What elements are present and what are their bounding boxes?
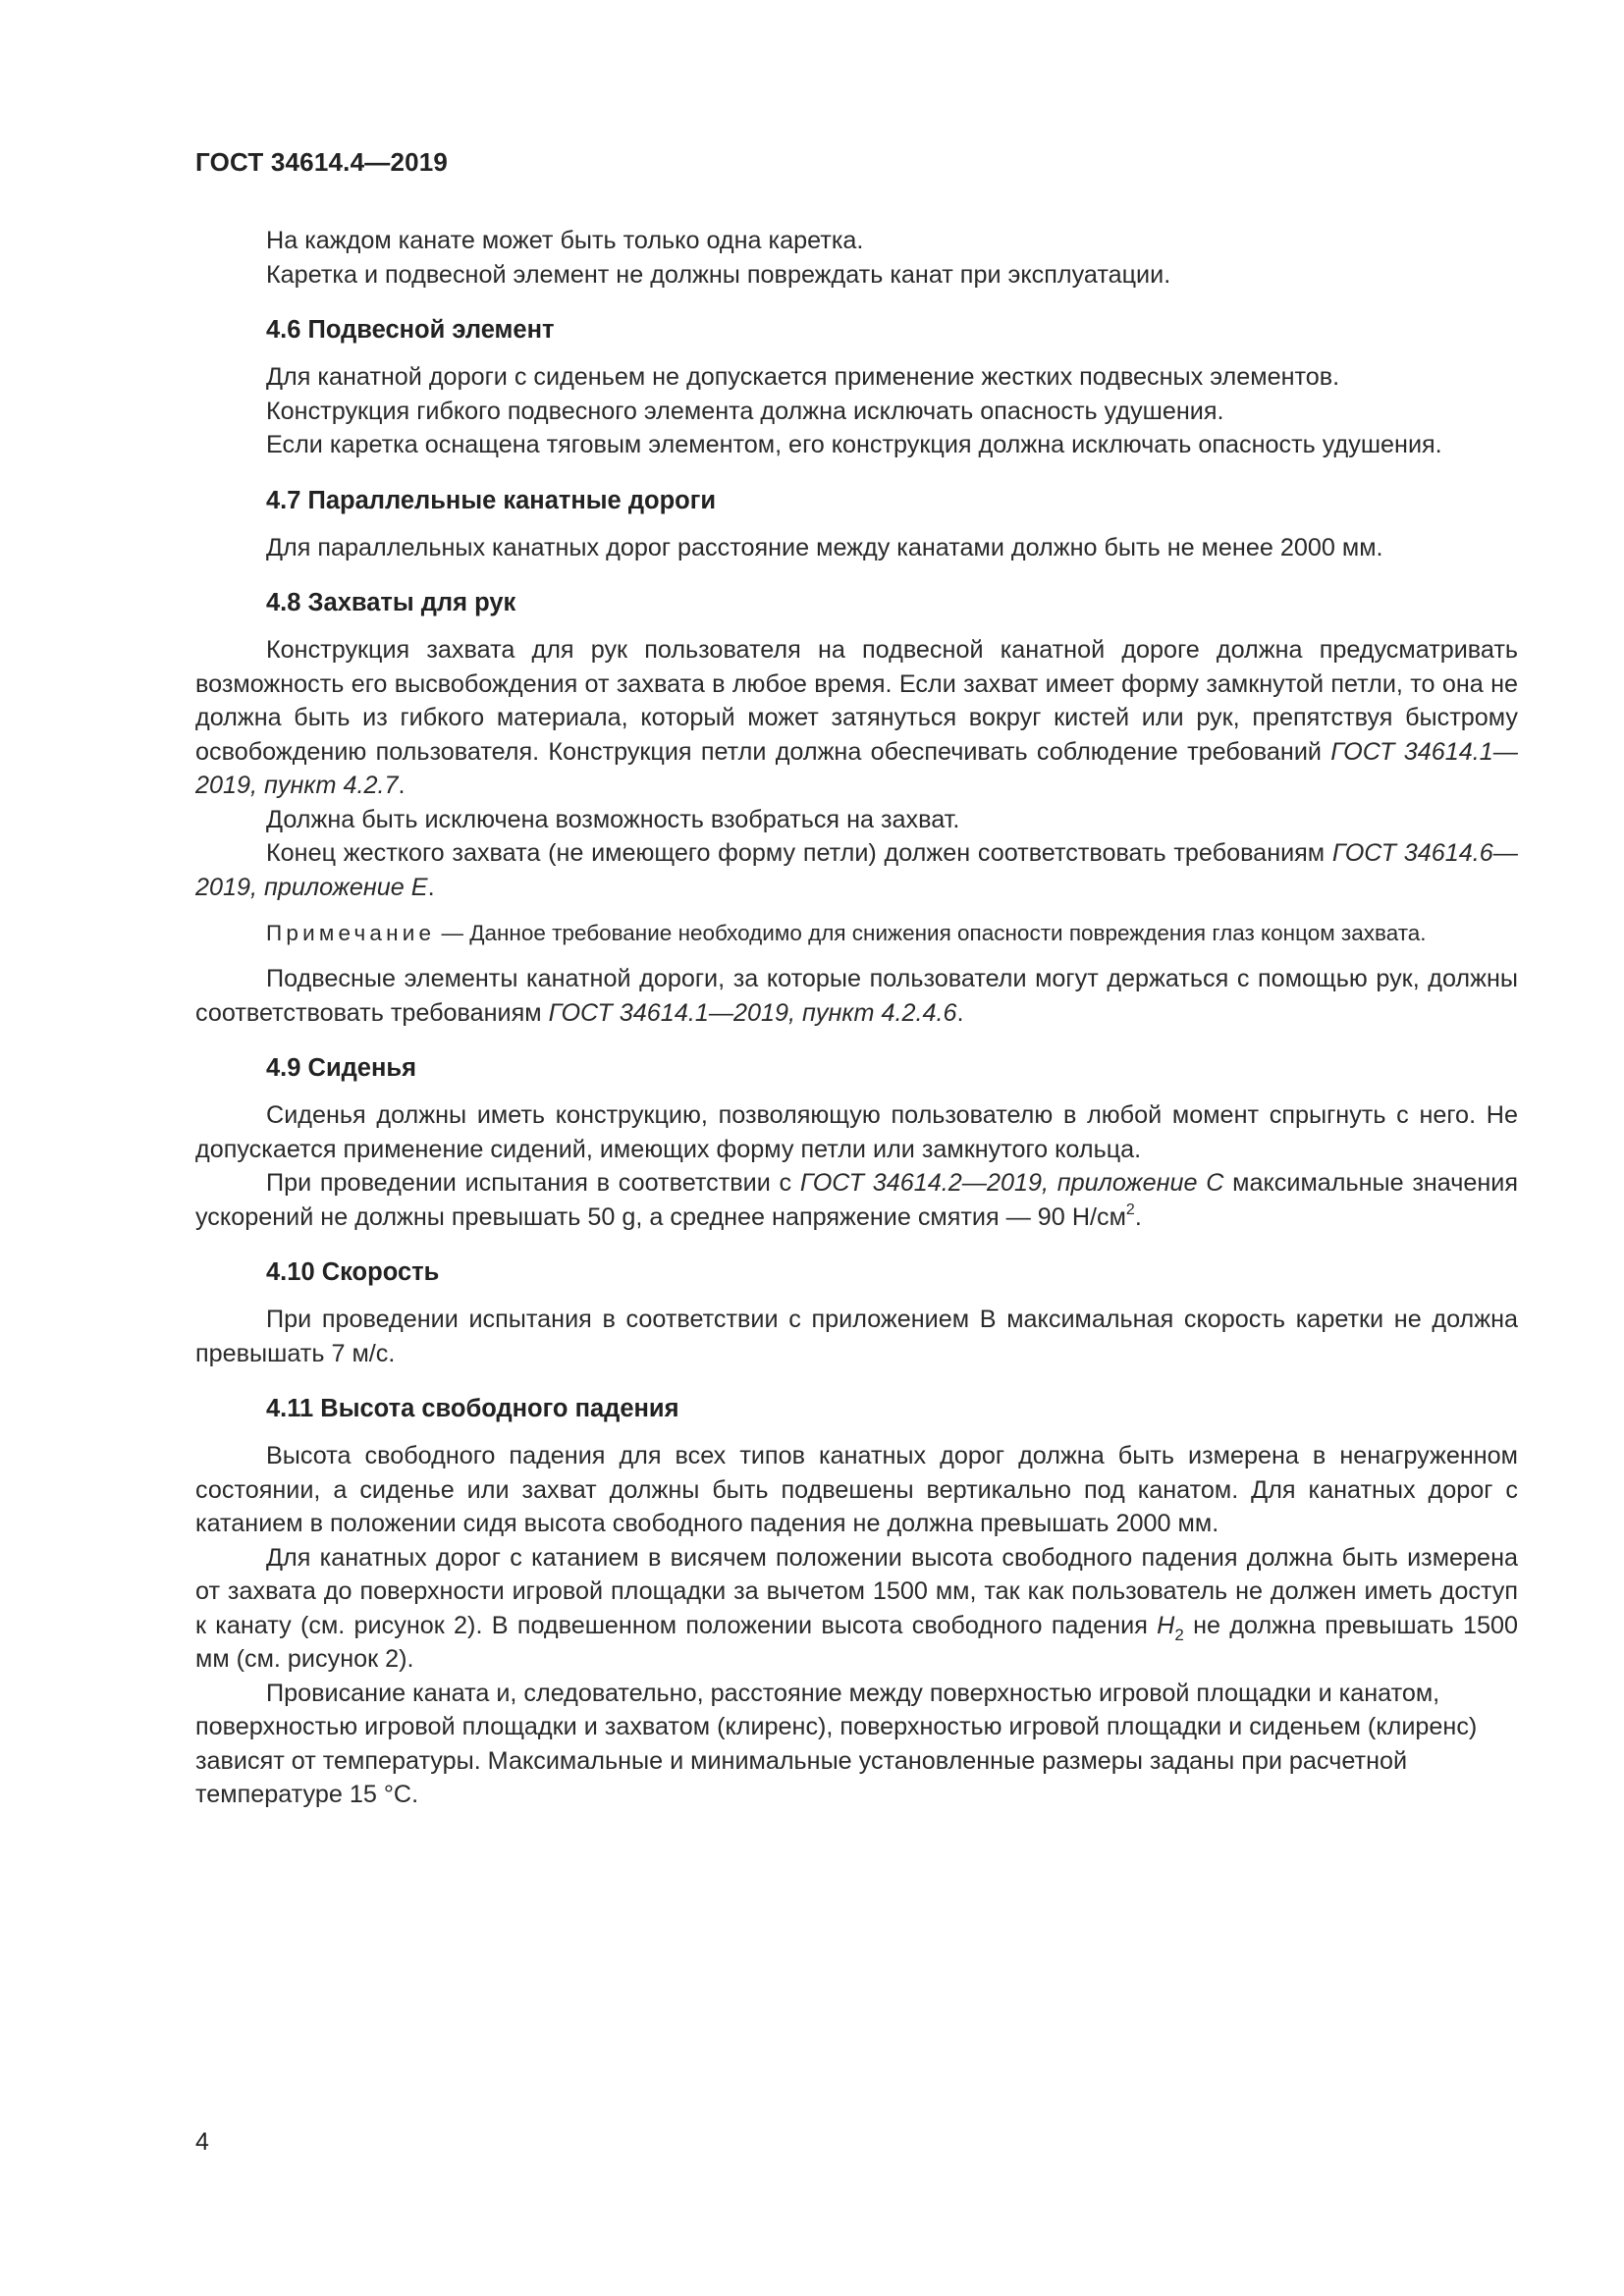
standard-reference: ГОСТ 34614.1—2019, пункт 4.2.4.6 <box>548 998 957 1027</box>
page-number: 4 <box>195 2128 209 2156</box>
paragraph: Конструкция гибкого подвесного элемента должна исключать опасность удушения. <box>266 397 1224 425</box>
paragraph <box>195 836 1518 904</box>
paragraph: При проведении испытания в соответствии с приложением В максимальная скорость каретки не должна превышать 7 м/с. <box>195 1306 1518 1367</box>
paragraph-text: При проведении испытания в соответствии с <box>266 1169 800 1197</box>
section-heading-4-7: 4.7 Параллельные канатные дороги <box>266 486 717 514</box>
note-label: Примечание <box>266 921 436 945</box>
paragraph-text: Конец жесткого захвата (не имеющего форму петли) должен соответствовать требованиям <box>266 839 1332 867</box>
paragraph: Если каретка оснащена тяговым элементом, его конструкция должна исключать опасность удушения. <box>266 431 1442 458</box>
punctuation: . <box>1134 1202 1142 1231</box>
paragraph-text: Подвесные элементы канатной дороги, за которые пользователи могут держаться с помощью рук, должны соответствовать требованиям <box>195 965 1518 1027</box>
section-heading-4-8: 4.8 Захваты для рук <box>266 589 516 616</box>
paragraph-text: Конструкция захвата для рук пользователя на подвесной канатной дороге должна предусматривать возможность его высвобождения от захвата в любое время. Если захват имеет форму замкнутой петли, то она не должна быть из гибкого материала, который может затянуться вокруг кистей или рук, препятствуя быстрому освобождению пользователя. Конструкция петли должна обеспечивать соблюдение требований <box>195 636 1518 766</box>
variable-h: H <box>1157 1611 1175 1639</box>
paragraph: Для параллельных канатных дорог расстояние между канатами должно быть не менее 2000 мм. <box>266 533 1383 561</box>
note-text: — Данное требование необходимо для снижения опасности повреждения глаз концом захвата. <box>435 921 1427 945</box>
standard-reference: ГОСТ 34614.6—2019, приложение Е <box>195 839 1518 901</box>
paragraph: Провисание каната и, следовательно, расстояние между поверхностью игровой площадки и канатом, поверхностью игровой площадки и захватом (клиренс), поверхностью игровой площадки и сиденьем (клиренс) зависят от температуры. Максимальные и минимальные установленные размеры заданы при расчетной температуре 15 °С. <box>195 1679 1478 1808</box>
punctuation: . <box>398 772 406 799</box>
note <box>195 918 1518 948</box>
paragraph <box>195 962 1518 1030</box>
section-heading-4-11: 4.11 Высота свободного падения <box>266 1395 679 1422</box>
punctuation: . <box>427 873 435 901</box>
section-heading-4-6: 4.6 Подвесной элемент <box>266 316 555 344</box>
paragraph-text: не должна превышать 1500 мм (см. рисунок 2). <box>195 1611 1518 1673</box>
superscript: 2 <box>1125 1201 1135 1218</box>
document-header: ГОСТ 34614.4—2019 <box>195 147 449 177</box>
paragraph-text: Для канатных дорог с катанием в висячем положении высота свободного падения должна быть измерена от захвата до поверхности игровой площадки за вычетом 1500 мм, так как пользователь не должен иметь доступ к канату (см. рисунок 2). В подвешенном положении высота свободного падения <box>195 1543 1518 1639</box>
paragraph: Для канатной дороги с сиденьем не допускается применение жестких подвесных элементов. <box>266 363 1340 391</box>
paragraph-text: максимальные значения ускорений не должны превышать 50 g, а среднее напряжение смятия — 90 Н/см <box>195 1169 1518 1231</box>
paragraph <box>195 1541 1518 1677</box>
paragraph: На каждом канате может быть только одна каретка. <box>266 227 864 254</box>
paragraph: Каретка и подвесной элемент не должны повреждать канат при эксплуатации. <box>266 260 1171 289</box>
paragraph <box>195 633 1518 803</box>
document-body <box>195 224 1518 1812</box>
paragraph: Высота свободного падения для всех типов канатных дорог должна быть измерена в ненагруженном состоянии, а сиденье или захват должны быть подвешены вертикально под канатом. Для канатных дорог с катанием в положении сидя высота свободного падения не должна превышать 2000 мм. <box>195 1442 1518 1537</box>
standard-reference: ГОСТ 34614.1—2019, пункт 4.2.7 <box>195 737 1518 799</box>
paragraph <box>195 1166 1518 1234</box>
section-heading-4-9: 4.9 Сиденья <box>266 1054 416 1082</box>
paragraph: Должна быть исключена возможность взобраться на захват. <box>266 805 960 833</box>
paragraph: Сиденья должны иметь конструкцию, позволяющую пользователю в любой момент спрыгнуть с него. Не допускается применение сидений, имеющих форму петли или замкнутого кольца. <box>195 1101 1518 1163</box>
punctuation: . <box>956 998 964 1027</box>
section-heading-4-10: 4.10 Скорость <box>266 1258 440 1286</box>
subscript: 2 <box>1174 1625 1184 1644</box>
standard-reference: ГОСТ 34614.2—2019, приложение С <box>799 1169 1224 1197</box>
